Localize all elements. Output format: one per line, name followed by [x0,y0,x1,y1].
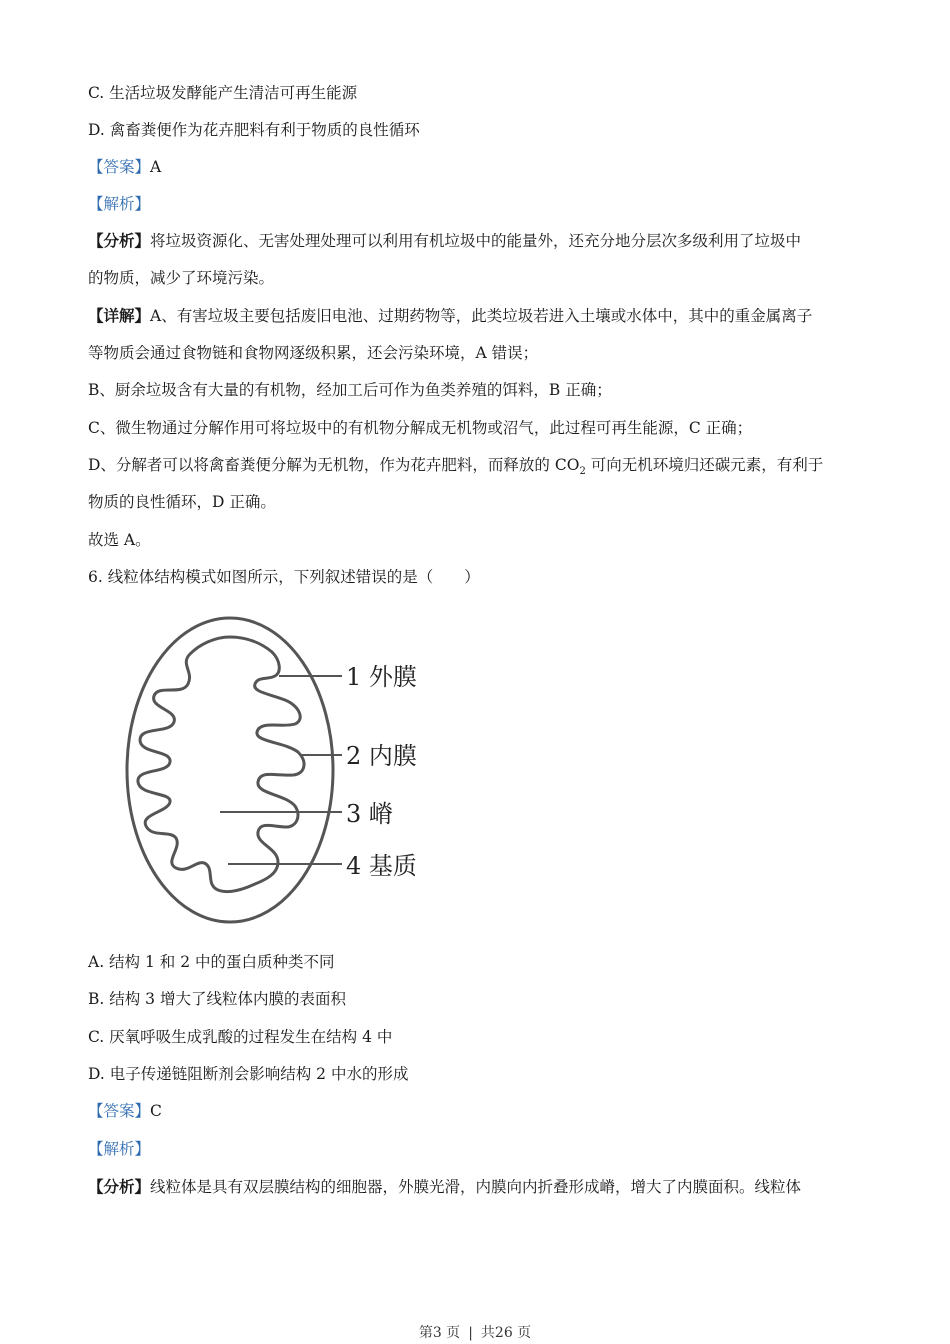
q6-fenxi-label: 【分析】 [88,1177,151,1196]
q5-xiangjie-line2: 等物质会通过食物链和食物网逐级积累，还会污染环境，A 错误； [88,344,539,362]
q5-analysis-label: 【解析】 [88,195,151,213]
xiangjie-label: 【详解】 [88,306,151,325]
q6-answer-label: 【答案】 [88,1102,151,1120]
q6-option-c: C. 厌氧呼吸生成乳酸的过程发生在结构 4 中 [88,1028,393,1046]
q6-option-a: A. 结构 1 和 2 中的蛋白质种类不同 [88,953,335,971]
xiangjie-text: A、有害垃圾主要包括废旧电池、过期药物等，此类垃圾若进入土壤或水体中，其中的重金属离子 [150,307,813,325]
footer-page-number: 第3 页 [418,1325,461,1341]
q6-question: 6. 线粒体结构模式如图所示，下列叙述错误的是（ ） [88,568,480,586]
q6-analysis-label: 【解析】 [88,1140,151,1158]
answer-value: A [150,158,162,176]
q5-answer [88,156,161,178]
q6-answer-value: C [150,1102,162,1120]
q5-line-c: C、微生物通过分解作用可将垃圾中的有机物分解成无机物或沼气，此过程可再生能源，C 正确； [88,419,753,437]
label-2-inner-membrane: 2 内膜 [346,742,417,770]
q6-option-b: B. 结构 3 增大了线粒体内膜的表面积 [88,990,346,1008]
page-footer [0,1322,950,1342]
q5-line-d1 [88,454,823,483]
footer-total-pages: 共26 页 [480,1325,532,1341]
q6-answer [88,1100,162,1122]
q5-fenxi-line1 [88,230,801,252]
q5-fenxi-line2: 的物质，减少了环境污染。 [88,269,275,287]
q5-option-c: C. 生活垃圾发酵能产生清洁可再生能源 [88,84,358,102]
label-3-cristae: 3 嵴 [346,800,393,828]
line-d1-pre: D、分解者可以将禽畜粪便分解为无机物，作为花卉肥料，而释放的 CO [88,456,580,474]
mitochondria-diagram [110,612,470,942]
fenxi-text: 将垃圾资源化、无害处理处理可以利用有机垃圾中的能量外，还充分地分层次多级利用了垃圾中 [150,232,802,250]
q5-line-d2: 物质的良性循环，D 正确。 [88,493,276,511]
q6-fenxi-text: 线粒体是具有双层膜结构的细胞器，外膜光滑，内膜向内折叠形成嵴，增大了内膜面积。线粒体 [150,1178,802,1196]
fenxi-label: 【分析】 [88,231,151,250]
answer-label: 【答案】 [88,158,151,176]
q5-line-b: B、厨余垃圾含有大量的有机物，经加工后可作为鱼类养殖的饵料，B 正确； [88,381,612,399]
footer-separator: | [468,1325,473,1341]
label-4-matrix: 4 基质 [346,852,417,880]
q6-fenxi-line1 [88,1176,801,1198]
q5-conclusion: 故选 A。 [88,531,151,549]
q5-xiangjie-line1 [88,305,812,327]
co2-subscript: 2 [579,466,586,478]
q5-option-d: D. 禽畜粪便作为花卉肥料有利于物质的良性循环 [88,121,420,139]
q6-option-d: D. 电子传递链阻断剂会影响结构 2 中水的形成 [88,1065,409,1083]
label-1-outer-membrane: 1 外膜 [346,663,417,691]
line-d1-post: 可向无机环境归还碳元素，有利于 [585,456,824,474]
